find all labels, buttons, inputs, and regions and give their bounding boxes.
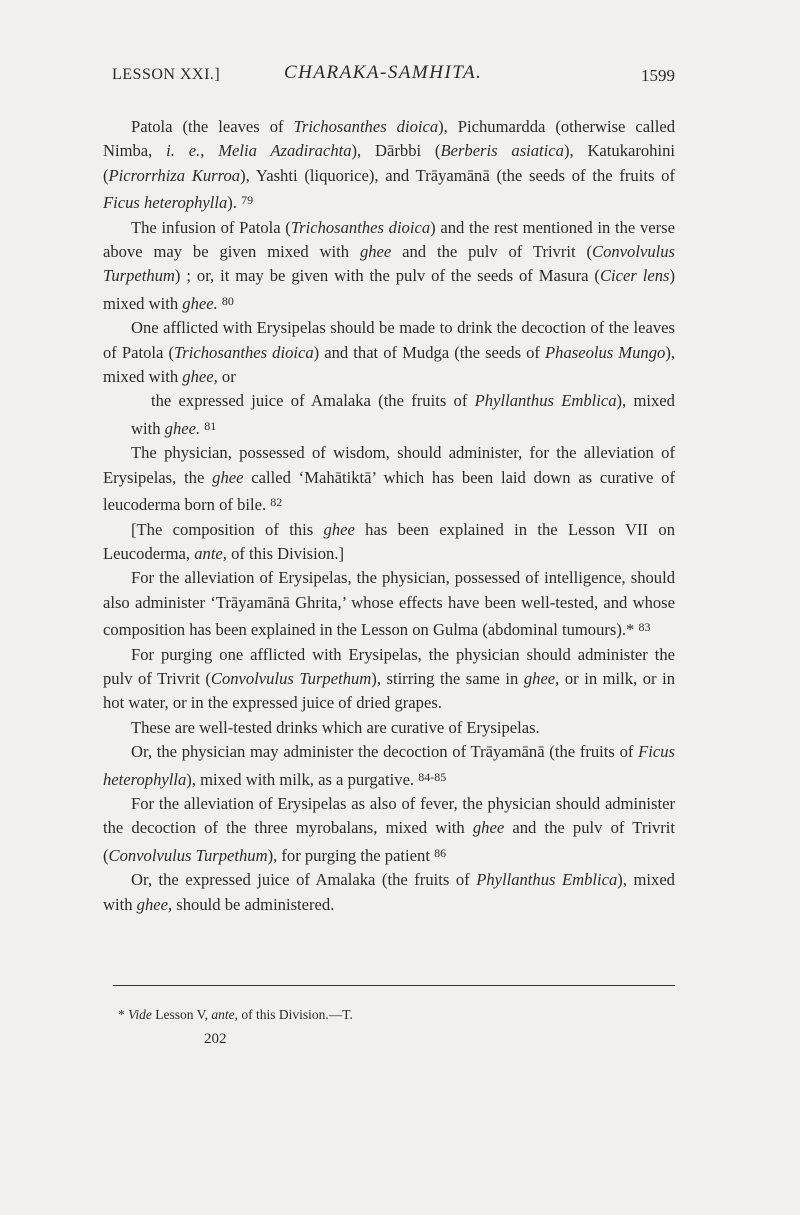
- book-title: CHARAKA-SAMHITA.: [284, 62, 483, 83]
- text-run: [The composition of this: [131, 519, 324, 539]
- text-run: For purging one afflicted with Erysipelas, the physician should administer the pulv of Trivrit (: [103, 644, 675, 688]
- text-run: ), Dārbbi (: [351, 141, 441, 161]
- footnote-ante: ante,: [211, 1007, 239, 1022]
- italic-term: ghee.: [182, 293, 218, 313]
- italic-term: ghee: [472, 818, 505, 838]
- footnote-text: Lesson V,: [151, 1007, 212, 1022]
- italic-term: ghee: [212, 467, 244, 487]
- paragraph: [103, 740, 675, 792]
- text-run: of this Division.]: [226, 543, 345, 563]
- text-run: ), for purging the patient: [267, 845, 435, 865]
- italic-term: ghee,: [136, 894, 173, 914]
- text-run: should be administered.: [172, 894, 335, 914]
- italic-term: ghee: [323, 519, 355, 539]
- verse-number: 82: [270, 495, 283, 510]
- verse-number: 83: [638, 620, 651, 635]
- italic-term: i. e.: [166, 141, 201, 161]
- italic-term: Trichosanthes dioica: [173, 342, 314, 362]
- italic-term: Convolvulus Turpethum: [210, 668, 372, 688]
- italic-term: Picrorrhiza Kurroa: [108, 165, 241, 185]
- text-run: or: [217, 367, 236, 387]
- text-run: ), stirring the same in: [371, 668, 524, 688]
- running-header: [112, 62, 675, 90]
- paragraph: [103, 216, 675, 317]
- italic-term: ghee.: [164, 418, 201, 438]
- footnote-rule: [113, 985, 675, 986]
- verse-number: 80: [221, 293, 234, 308]
- italic-term: Ficus heterophylla: [103, 742, 675, 789]
- text-run: The physician, possessed of wisdom, should administer, for the alleviation of Erysipelas, the: [103, 443, 675, 487]
- text-run: ), mixed with: [103, 870, 675, 914]
- italic-term: Trichosanthes dioica: [290, 217, 431, 237]
- verse-number: 86: [434, 845, 447, 860]
- paragraph: [103, 518, 675, 567]
- text-run: ), mixed with: [103, 342, 676, 387]
- verse-number: 79: [241, 193, 254, 208]
- text-run: Or, the expressed juice of Amalaka (the fruits of: [131, 870, 477, 890]
- italic-term: Phyllanthus Emblica: [476, 870, 618, 890]
- paragraph: [103, 566, 675, 642]
- text-run: Patola (the leaves of: [131, 117, 294, 136]
- footnote: [118, 1007, 353, 1023]
- paragraph: [103, 716, 675, 740]
- italic-term: Convolvulus Turpethum: [103, 242, 675, 286]
- footnote-vide: Vide: [128, 1007, 152, 1022]
- text-run: ) and the rest mentioned in the verse above may be given mixed with: [103, 217, 676, 262]
- italic-term: Cicer lens: [599, 266, 670, 286]
- verse-number: 84-85: [418, 769, 447, 784]
- text-run: ), Yashti (liquorice), and Trāyamānā (the seeds of the fruits of: [240, 165, 675, 185]
- lesson-label: LESSON XXI.]: [112, 66, 221, 83]
- italic-term: Ficus heterophylla: [103, 193, 228, 213]
- text-run: and the pulv of Trivrit (: [391, 242, 593, 262]
- text-run: ), mixed with milk, as a purgative.: [186, 769, 419, 789]
- text-run: ,: [200, 141, 219, 161]
- text-run: ) mixed with: [103, 266, 675, 313]
- text-run: ).: [227, 193, 242, 213]
- italic-term: ghee,: [182, 367, 218, 387]
- italic-term: ghee,: [523, 668, 560, 688]
- page-number-bottom: 202: [204, 1031, 227, 1047]
- text-run: Or, the physician may administer the decoction of Trāyamānā (the fruits of: [131, 742, 639, 762]
- italic-term: Melia Azadirachta: [218, 141, 352, 161]
- italic-term: Trichosanthes dioica: [293, 117, 439, 136]
- text-run: called ‘Mahātiktā’ which has been laid down as curative of leucoderma born of bile.: [103, 467, 675, 515]
- paragraph: [103, 643, 675, 716]
- text-run: For the alleviation of Erysipelas, the physician, possessed of intelligence, should also administer ‘Trāyamānā Ghrita,’ whose effects have been well-tested, and whose composition has been explained in the Lesson on Gulma (abdominal tumours).*: [103, 568, 675, 640]
- text-run: the expressed juice of Amalaka (the fruits of: [151, 391, 475, 411]
- italic-term: Convolvulus Turpethum: [108, 845, 268, 865]
- italic-term: ante,: [194, 543, 227, 563]
- italic-term: Berberis asiatica: [440, 141, 564, 161]
- text-run: has been explained in the Lesson VII on Leucoderma,: [103, 519, 675, 563]
- text-run: ) and that of Mudga (the seeds of: [313, 342, 546, 362]
- italic-term: Phyllanthus Emblica: [474, 391, 617, 411]
- footnote-rest: of this Division.—T.: [238, 1007, 353, 1022]
- paragraph: [103, 792, 675, 868]
- text-run: One afflicted with Erysipelas should be made to drink the decoction of the leaves of Patola (: [103, 318, 675, 362]
- text-run: ), mixed with: [131, 391, 675, 438]
- paragraph: [103, 389, 675, 441]
- paragraph: [103, 316, 675, 389]
- paragraph: [103, 868, 675, 917]
- text-run: For the alleviation of Erysipelas as also of fever, the physician should administer the decoction of the three myrobalans, mixed with: [103, 793, 675, 838]
- italic-term: ghee: [359, 242, 392, 262]
- italic-term: Phaseolus Mungo: [545, 342, 666, 362]
- text-run: These are well-tested drinks which are curative of Erysipelas.: [131, 717, 540, 737]
- footnote-mark: *: [118, 1007, 125, 1022]
- paragraph: [103, 441, 675, 517]
- page-number-top: 1599: [641, 66, 675, 85]
- text-run: or in milk, or in hot water, or in the expressed juice of dried grapes.: [103, 668, 676, 713]
- text-run: ), Katukarohini (: [103, 141, 675, 185]
- paragraph: [103, 115, 675, 216]
- verse-number: 81: [204, 418, 217, 433]
- text-run: and the pulv of Trivrit (: [103, 818, 675, 865]
- text-run: The infusion of Patola (: [131, 217, 291, 237]
- body-text: [103, 115, 675, 917]
- text-run: ) ; or, it may be given with the pulv of the seeds of Masura (: [174, 266, 600, 286]
- text-run: ), Pichumardda (otherwise called Nimba,: [103, 117, 676, 161]
